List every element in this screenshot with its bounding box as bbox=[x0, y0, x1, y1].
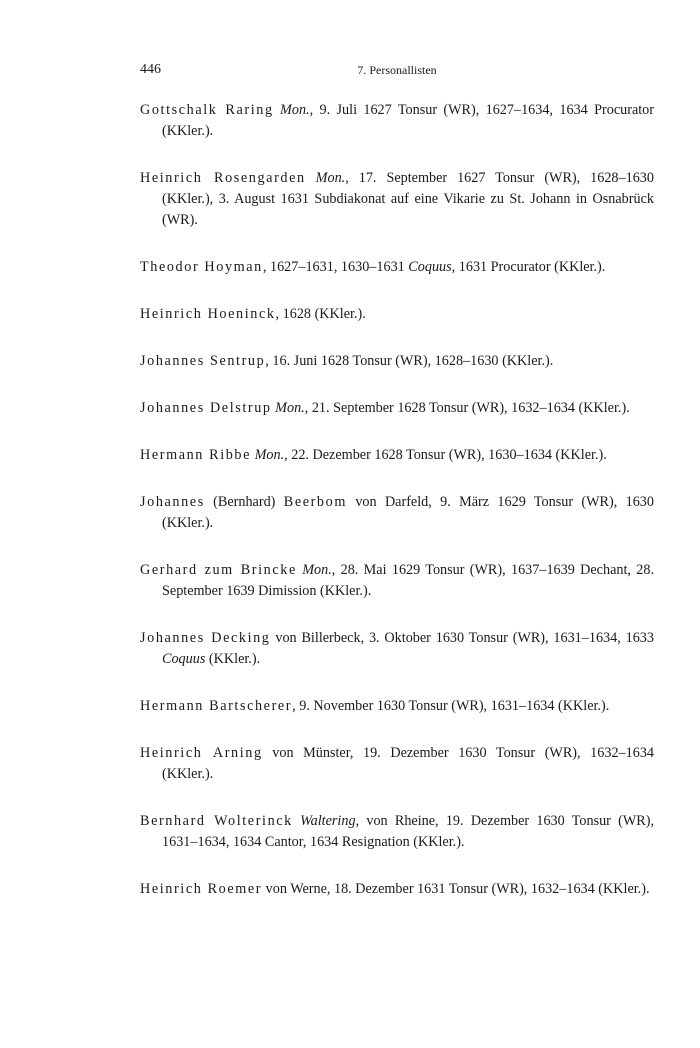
entry-text: , 1631 Procurator (KKler.). bbox=[451, 259, 606, 275]
list-entry bbox=[140, 257, 654, 278]
list-entry bbox=[140, 492, 654, 534]
person-name: Heinrich Rosengarden bbox=[140, 170, 306, 186]
coquus-term: Coquus bbox=[408, 259, 452, 275]
page-header bbox=[140, 62, 654, 82]
entry-text: , 21. September 1628 Tonsur (WR), 1632–1634 (KKler.). bbox=[304, 400, 630, 416]
person-name: Hermann Bartscherer bbox=[140, 698, 293, 714]
person-name: Gottschalk Raring bbox=[140, 102, 274, 118]
list-entry bbox=[140, 560, 654, 602]
entry-text: , 9. November 1630 Tonsur (WR), 1631–1634 (KKler.). bbox=[292, 698, 610, 714]
list-entry bbox=[140, 398, 654, 419]
list-entry bbox=[140, 811, 654, 853]
running-title: 7. Personallisten bbox=[357, 63, 437, 77]
personnel-list bbox=[140, 100, 654, 926]
person-name: Heinrich Arning bbox=[140, 745, 263, 761]
person-name: Theodor Hoyman bbox=[140, 259, 263, 275]
entry-text: von Werne, 18. Dezember 1631 Tonsur (WR), 1632–1634 (KKler.). bbox=[265, 881, 650, 897]
person-name: Johannes bbox=[140, 494, 205, 510]
entry-text: , 16. Juni 1628 Tonsur (WR), 1628–1630 (KKler.). bbox=[265, 353, 554, 369]
entry-text: von Münster, 19. Dezember 1630 Tonsur (WR), 1632–1634 (KKler.). bbox=[162, 745, 655, 782]
mon-abbrev: Mon. bbox=[302, 562, 332, 578]
person-name: Johannes Sentrup bbox=[140, 353, 266, 369]
person-name: Gerhard zum Brincke bbox=[140, 562, 297, 578]
entry-text: , von Rheine, 19. Dezember 1630 Tonsur (WR), 1631–1634, 1634 Cantor, 1634 Resignation (KKler.). bbox=[162, 813, 654, 850]
person-name: Heinrich Roemer bbox=[140, 881, 263, 897]
list-entry bbox=[140, 304, 654, 325]
person-name: Hermann Ribbe bbox=[140, 447, 252, 463]
person-surname: Beerbom bbox=[283, 494, 347, 510]
entry-text: (KKler.). bbox=[205, 651, 261, 667]
coquus-term: Coquus bbox=[162, 651, 206, 667]
alias-name: Waltering bbox=[300, 813, 356, 829]
entry-text: (Bernhard) bbox=[213, 494, 276, 510]
mon-abbrev: Mon. bbox=[315, 170, 346, 186]
entry-text: , 1627–1631, 1630–1631 bbox=[262, 259, 409, 275]
entry-text: , 1628 (KKler.). bbox=[275, 306, 366, 322]
list-entry bbox=[140, 168, 654, 231]
mon-abbrev: Mon. bbox=[275, 400, 305, 416]
person-name: Johannes Delstrup bbox=[140, 400, 272, 416]
entry-text: , 28. Mai 1629 Tonsur (WR), 1637–1639 Dechant, 28. September 1639 Dimission (KKler.). bbox=[162, 562, 655, 599]
entry-text: von Billerbeck, 3. Oktober 1630 Tonsur (WR), 1631–1634, 1633 bbox=[275, 630, 654, 646]
mon-abbrev: Mon. bbox=[254, 447, 285, 463]
mon-abbrev: Mon. bbox=[280, 102, 310, 118]
list-entry bbox=[140, 696, 654, 717]
person-name: Heinrich Hoeninck bbox=[140, 306, 276, 322]
list-entry bbox=[140, 445, 654, 466]
list-entry bbox=[140, 879, 654, 900]
entry-text: von Darfeld, 9. März 1629 Tonsur (WR), 1630 (KKler.). bbox=[162, 494, 654, 531]
page-number: 446 bbox=[140, 62, 161, 77]
entry-text: , 22. Dezember 1628 Tonsur (WR), 1630–1634 (KKler.). bbox=[284, 447, 607, 463]
person-name: Bernhard Wolterinck bbox=[140, 813, 293, 829]
list-entry bbox=[140, 743, 654, 785]
person-name: Johannes Decking bbox=[140, 630, 271, 646]
list-entry bbox=[140, 628, 654, 670]
list-entry bbox=[140, 100, 654, 142]
entry-text: , 9. Juli 1627 Tonsur (WR), 1627–1634, 1634 Procurator (KKler.). bbox=[162, 102, 654, 139]
entry-text: , 17. September 1627 Tonsur (WR), 1628–1630 (KKler.), 3. August 1631 Subdiakonat auf eine Vikarie zu St. Johann in Osnabrück (WR). bbox=[162, 170, 654, 228]
list-entry bbox=[140, 351, 654, 372]
